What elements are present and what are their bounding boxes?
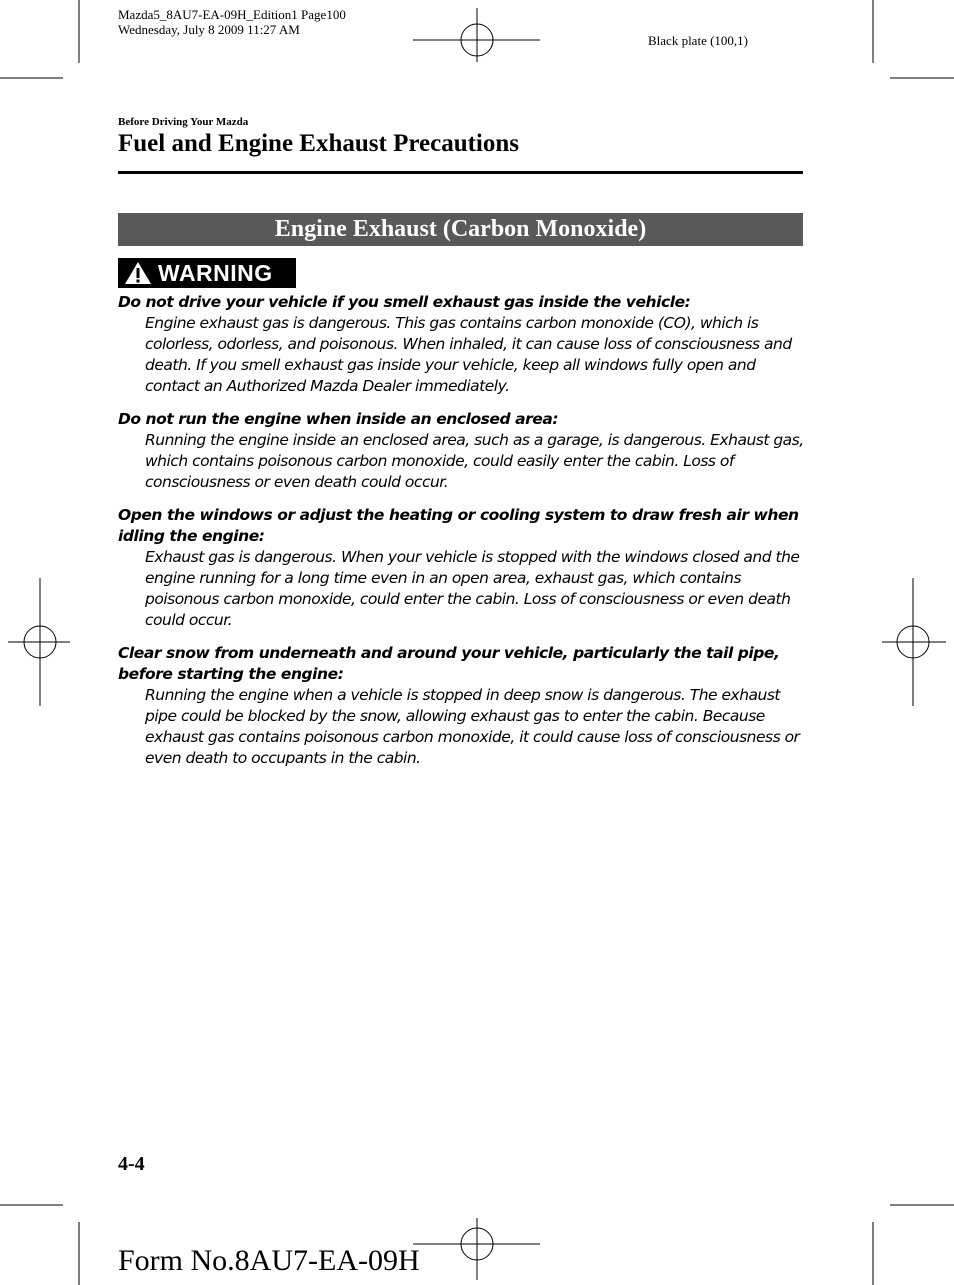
warning-item: [118, 409, 804, 493]
warning-item: [118, 505, 804, 631]
print-info: [118, 7, 346, 37]
warning-triangle-icon: [124, 261, 152, 285]
warning-list: [118, 292, 804, 781]
subsection-title: Engine Exhaust (Carbon Monoxide): [118, 213, 803, 246]
section-label: Before Driving Your Mazda: [118, 116, 249, 128]
warning-item: [118, 643, 804, 769]
warning-heading: Clear snow from underneath and around your vehicle, particularly the tail pipe, before starting the engine:: [118, 644, 780, 683]
warning-body: Running the engine inside an enclosed area, such as a garage, is dangerous. Exhaust gas, which contains poisonous carbon monoxide, could easily enter the cabin. Loss of consciousness or even death could occur.: [145, 431, 804, 491]
warning-item: [118, 292, 804, 397]
warning-label: WARNING: [158, 259, 273, 286]
print-info-line1: Mazda5_8AU7-EA-09H_Edition1 Page100: [118, 7, 346, 22]
page-number: 4-4: [118, 1153, 145, 1175]
warning-body: Running the engine when a vehicle is stopped in deep snow is dangerous. The exhaust pipe could be blocked by the snow, allowing exhaust gas to enter the cabin. Because exhaust gas contains poisonous carbon monoxide, it could cause loss of consciousness or even death to occupants in the cabin.: [145, 686, 800, 767]
plate-info: Black plate (100,1): [648, 33, 748, 48]
print-info-line2: Wednesday, July 8 2009 11:27 AM: [118, 22, 300, 37]
warning-heading: Do not drive your vehicle if you smell exhaust gas inside the vehicle:: [118, 293, 691, 311]
warning-body: Exhaust gas is dangerous. When your vehicle is stopped with the windows closed and the engine running for a long time even in an open area, exhaust gas, which contains poisonous carbon monoxide, could enter the cabin. Loss of consciousness or even death could occur.: [145, 548, 800, 629]
title-divider: [118, 171, 803, 174]
form-number: Form No.8AU7-EA-09H: [118, 1244, 420, 1277]
warning-body: Engine exhaust gas is dangerous. This gas contains carbon monoxide (CO), which is colorless, odorless, and poisonous. When inhaled, it can cause loss of consciousness and death. If you smell exhaust gas inside your vehicle, keep all windows fully open and contact an Authorized Mazda Dealer immediately.: [145, 314, 792, 395]
warning-banner: [118, 258, 296, 288]
page-title: Fuel and Engine Exhaust Precautions: [118, 130, 520, 157]
warning-heading: Do not run the engine when inside an enclosed area:: [118, 410, 559, 428]
warning-heading: Open the windows or adjust the heating or cooling system to draw fresh air when idling the engine:: [118, 506, 799, 545]
